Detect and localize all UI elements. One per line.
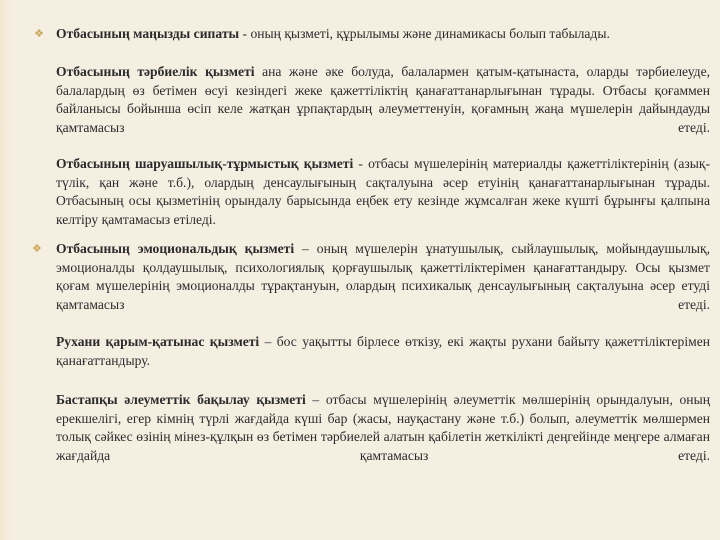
paragraph-text: - оның қызметі, құрылымы және динамикасы болып табылады. [239, 26, 610, 41]
paragraph-text: – оның мүшелерін ұнатушылық, сыйлаушылық, мойындаушылық, эмоционалды қолдаушылық, психологиялық қорғаушылық қажеттіліктерімен қанағаттандыру. Осы қызмет қоғам мүшелерінің эмоционалды тұрақтануын, олардың психикалық денсаулығының сақталуына әсер етуді қамтамасыз етеді. [56, 241, 710, 312]
paragraph-title: Бастапқы әлеуметтік бақылау қызметі [56, 392, 306, 407]
paragraph-title: Рухани қарым-қатынас қызметі [56, 334, 260, 349]
diamond-bullet-icon: ❖ [34, 28, 44, 40]
paragraph-essence [34, 25, 710, 44]
paragraph-text: – отбасы мүшелерінің әлеуметтік мөлшерінің орындалуын, оның ерекшелігі, егер кімнің түрлі жағдайда күші бар (жасы, науқастану және т.б.) болып, әлеуметтік мөлшермен толық сәйкес өзінің мінез-құлқын өз бетімен тәрбиелей алатын қабілетін жеткілікті деңгейінде меңгере алмаған жағдайда қамтамасыз етеді. [56, 392, 710, 463]
paragraph-title: Отбасының тәрбиелік қызметі [56, 64, 255, 79]
paragraph-household [56, 155, 710, 229]
paragraph-social-control [56, 391, 710, 465]
paragraph-title: Отбасының шаруашылық-тұрмыстық қызметі [56, 156, 354, 171]
paragraph-emotional [32, 240, 710, 314]
paragraph-spiritual [56, 333, 710, 370]
paragraph-title: Отбасының эмоциональдық қызметі [56, 241, 295, 256]
paragraph-text: - отбасы мүшелерінің материалды қажеттіліктерінің (азық-түлік, қан және т.б.), олардың денсаулығының сақталуына әсер етуінің қанағаттанарлығынан тұрады. Отбасының осы қызметінің орындалу барысында еңбек ету кезінде жұмсалған жеке күшті бұрынғы қалпына келтіру қамтамасыз етіледі. [56, 156, 710, 227]
paragraph-educational [56, 63, 710, 137]
diamond-bullet-icon: ❖ [32, 243, 42, 255]
paragraph-text: – бос уақытты бірлесе өткізу, екі жақты рухани байыту қажеттіліктерімен қанағаттандыру. [56, 334, 711, 368]
paragraph-title: Отбасының маңызды сипаты [56, 26, 240, 41]
paragraph-text: ана және әке болуда, балалармен қатым-қатынаста, оларды тәрбиелеуде, балалардың өз бетімен өсуі кезіндегі жеке қажеттіліктің қанағаттанарлығынан тұрады. Отбасы қоғаммен байланысы бойынша өсіп келе жатқан ұрпақтардың әлеуметтенуін, қоғамның жаңа мүшелерін дайындауды қамтамасыз етеді. [56, 64, 711, 135]
